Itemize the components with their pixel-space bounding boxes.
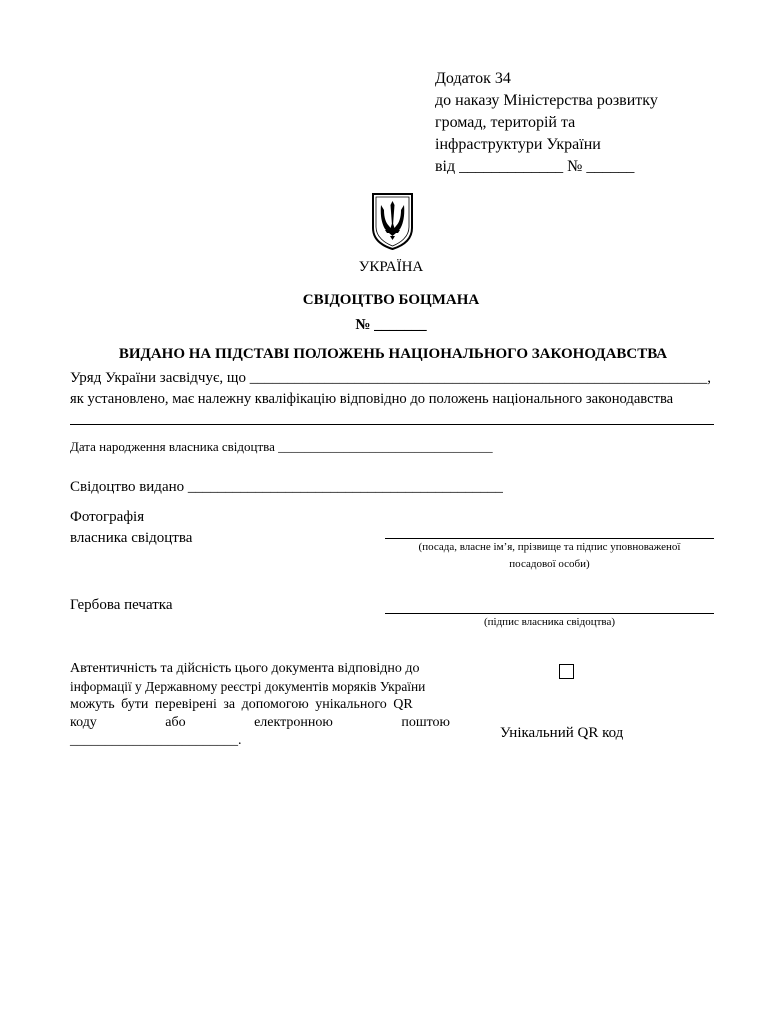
country-name: УКРАЇНА bbox=[358, 259, 424, 275]
authenticity-line-3 bbox=[70, 696, 450, 714]
qr-code-placeholder-icon bbox=[559, 664, 574, 679]
issued-by-field: Свідоцтво видано __________________________________________ bbox=[70, 479, 503, 495]
email-underline: ________________________. bbox=[70, 733, 242, 748]
authenticity-line-2: інформації у Державному реєстрі документів моряків України bbox=[70, 679, 426, 694]
photo-label-line-2: власника свідоцтва bbox=[70, 530, 193, 546]
authenticity-line-4 bbox=[70, 714, 450, 732]
annex-order-line: до наказу Міністерства розвитку bbox=[435, 92, 658, 109]
certify-statement-line-2: як установлено, має належну кваліфікацію відповідно до положень національного законодавства bbox=[70, 391, 674, 407]
annex-number: Додаток 34 bbox=[435, 70, 511, 87]
birth-date-field: Дата народження власника свідоцтва _________________________________ bbox=[70, 439, 493, 454]
trident-coat-of-arms-icon bbox=[370, 192, 415, 250]
issued-basis-heading: ВИДАНО НА ПІДСТАВІ ПОЛОЖЕНЬ НАЦІОНАЛЬНОГО ЗАКОНОДАВСТВА bbox=[118, 346, 668, 362]
holder-name-underline bbox=[70, 424, 714, 425]
annex-ministry-line-2: інфраструктури України bbox=[435, 136, 601, 153]
authenticity-word: коду bbox=[70, 715, 97, 730]
photo-label-line-1: Фотографія bbox=[70, 509, 145, 525]
annex-date-number-line: від _____________ № ______ bbox=[435, 158, 635, 175]
certificate-number-line: № _______ bbox=[355, 317, 427, 333]
official-caption-line-1: (посада, власне ім’я, прізвище та підпис уповноваженої bbox=[418, 541, 681, 553]
authenticity-word: поштою bbox=[401, 715, 450, 730]
authenticity-word: електронною bbox=[254, 715, 333, 730]
certify-statement-line-1: Уряд України засвідчує, що _____________________________________________________________, bbox=[70, 370, 711, 386]
authenticity-statement bbox=[70, 660, 450, 750]
document-title: СВІДОЦТВО БОЦМАНА bbox=[302, 292, 480, 308]
authenticity-line-3-text: можуть бути перевірені за допомогою унікального QR bbox=[70, 697, 413, 712]
photo-placeholder-label bbox=[70, 507, 192, 549]
official-signature-caption bbox=[385, 539, 714, 573]
authenticity-word: або bbox=[165, 715, 186, 730]
authenticity-line-1: Автентичність та дійсність цього документа відповідно до bbox=[70, 661, 420, 676]
official-seal-label: Гербова печатка bbox=[70, 597, 173, 613]
qr-code-label: Унікальний QR код bbox=[500, 725, 624, 741]
annex-ministry-line: громад, територій та bbox=[435, 114, 576, 131]
official-caption-line-2: посадової особи) bbox=[509, 558, 590, 570]
annex-block bbox=[435, 68, 658, 178]
holder-signature-caption: (підпис власника свідоцтва) bbox=[483, 616, 615, 628]
